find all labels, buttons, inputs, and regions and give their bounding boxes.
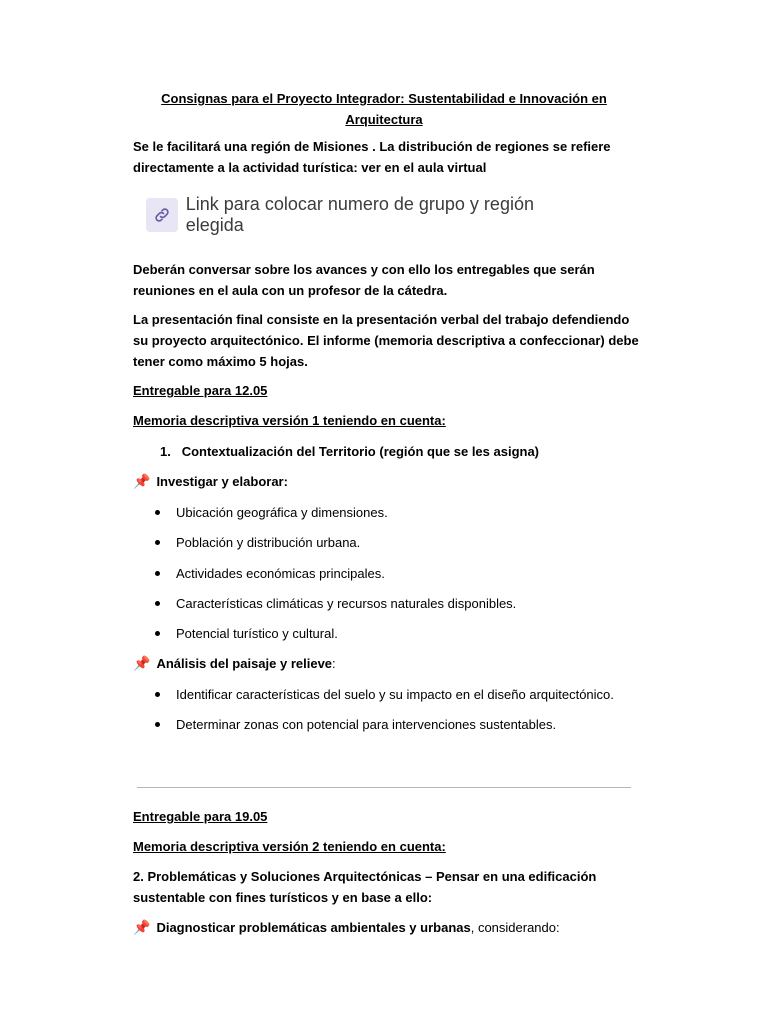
list-item-text: Población y distribución urbana. [176,535,361,550]
entregable1-subheading: Memoria descriptiva versión 1 teniendo en cuenta: [133,413,446,428]
bullet-icon [155,540,160,545]
list-item [155,563,385,584]
list-item [155,502,388,523]
list-item-text: Potencial turístico y cultural. [176,626,338,641]
list-item-text: Determinar zonas con potencial para intervenciones sustentables. [176,717,557,732]
bullet-icon [155,571,160,576]
bullet-icon [155,722,160,727]
link-chip[interactable] [146,194,570,235]
entregable2-subheading: Memoria descriptiva versión 2 teniendo en cuenta: [133,839,446,854]
list-item [155,684,614,705]
intro-paragraph: Se le facilitará una región de Misiones . La distribución de regiones se refiere directamente a la actividad turística: ver en el aula virtual [133,139,611,175]
list-item-text: Identificar características del suelo y su impacto en el diseño arquitectónico. [176,687,614,702]
item-text: Contextualización del Territorio (región que se les asigna) [181,444,540,459]
pushpin-icon: 📌 [133,473,151,489]
document-title: Consignas para el Proyecto Integrador: Sustentabilidad e Innovación en Arquitectura [161,91,607,127]
link-chip-text[interactable]: Link para colocar numero de grupo y región elegida [185,194,534,235]
bullet-icon [155,510,160,515]
list-item [155,623,338,644]
investigar-label: Investigar y elaborar: [156,474,288,489]
paisaje-label: Análisis del paisaje y relieve [156,656,333,671]
diagnosticar-label: Diagnosticar problemáticas ambientales y urbanas [156,920,471,935]
list-item [155,593,516,614]
link-icon [146,198,178,232]
pushpin-icon: 📌 [133,655,151,671]
bullet-icon [155,631,160,636]
numbered-item [160,441,539,462]
list-item [155,714,556,735]
entregable1-heading: Entregable para 12.05 [133,383,268,398]
entregable2-heading: Entregable para 19.05 [133,809,268,824]
diagnosticar-suffix: , considerando: [470,920,560,935]
diagnosticar-row [133,917,560,938]
paisaje-suffix: : [332,656,336,671]
paisaje-row [133,653,336,674]
bullet-icon [155,601,160,606]
investigar-row [133,471,288,492]
list-item-text: Ubicación geográfica y dimensiones. [176,505,388,520]
horizontal-divider [137,787,631,788]
entregable2-item: 2. Problemáticas y Soluciones Arquitectónicas – Pensar en una edificación sustentable con fines turísticos y en base a ello: [133,869,597,905]
avances-paragraph: Deberán conversar sobre los avances y con ello los entregables que serán reuniones en el aula con un profesor de la cátedra. [133,262,595,298]
pushpin-icon: 📌 [133,919,151,935]
presentacion-paragraph: La presentación final consiste en la presentación verbal del trabajo defendiendo su proyecto arquitectónico. El informe (memoria descriptiva a confeccionar) debe tener como máximo 5 hojas. [133,312,639,369]
bullet-icon [155,692,160,697]
list-item-text: Actividades económicas principales. [176,566,385,581]
list-item [155,532,360,553]
item-number: 1. [160,444,171,459]
list-item-text: Características climáticas y recursos naturales disponibles. [176,596,517,611]
